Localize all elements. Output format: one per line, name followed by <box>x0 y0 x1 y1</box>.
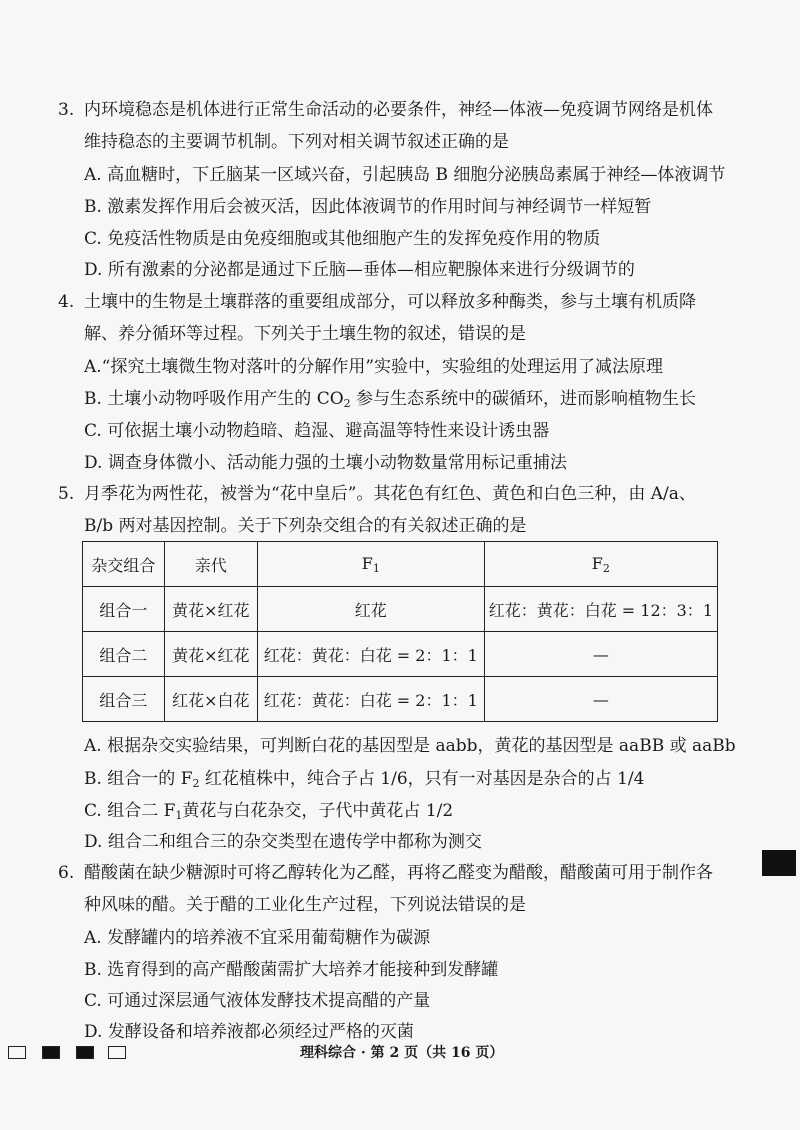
option-b: B. 激素发挥作用后会被灭活，因此体液调节的作用时间与神经调节一样短暂 <box>84 197 652 217</box>
question-stem: 维持稳态的主要调节机制。下列对相关调节叙述正确的是 <box>84 132 509 152</box>
header-combo: 杂交组合 <box>83 542 165 587</box>
option-b-text: B. 土壤小动物呼吸作用产生的 CO <box>84 389 344 409</box>
cell-f2: — <box>484 632 717 677</box>
question-stem: 土壤中的生物是土壤群落的重要组成部分，可以释放多种酶类，参与土壤有机质降 <box>84 292 696 312</box>
cell-f1: 红花 <box>257 587 484 632</box>
option-d: D. 组合二和组合三的杂交类型在遗传学中都称为测交 <box>84 832 482 852</box>
footer-marker-empty <box>8 1046 26 1059</box>
table-row <box>83 677 718 722</box>
footer-marker-filled <box>42 1046 60 1059</box>
question-stem: 解、养分循环等过程。下列关于土壤生物的叙述，错误的是 <box>84 324 526 344</box>
option-c: C. 可通过深层通气液体发酵技术提高醋的产量 <box>84 991 431 1011</box>
cell-parents: 黄花×红花 <box>164 632 257 677</box>
cell-f2: — <box>484 677 717 722</box>
question-stem: B/b 两对基因控制。关于下列杂交组合的有关叙述正确的是 <box>84 516 527 536</box>
option-b-text-cont: 红花植株中，纯合子占 1/6，只有一对基因是杂合的占 1/4 <box>199 769 645 789</box>
option-b <box>84 767 644 796</box>
option-b-text: B. 组合一的 F <box>84 769 193 789</box>
option-d: D. 调查身体微小、活动能力强的土壤小动物数量常用标记重捕法 <box>84 453 567 473</box>
cell-parents: 红花×白花 <box>164 677 257 722</box>
question-stem: 月季花为两性花，被誉为“花中皇后”。其花色有红色、黄色和白色三种，由 A/a、 <box>84 484 696 504</box>
option-c: C. 可依据土壤小动物趋暗、趋湿、避高温等特性来设计诱虫器 <box>84 421 550 441</box>
cell-combo: 组合二 <box>83 632 165 677</box>
header-f1 <box>257 542 484 587</box>
option-b: B. 选育得到的高产醋酸菌需扩大培养才能接种到发酵罐 <box>84 960 499 980</box>
question-stem: 内环境稳态是机体进行正常生命活动的必要条件，神经—体液—免疫调节网络是机体 <box>84 100 713 120</box>
subscript: 2 <box>343 397 351 410</box>
question-stem: 种风味的醋。关于醋的工业化生产过程，下列说法错误的是 <box>84 895 526 915</box>
option-a: A.“探究土壤微生物对落叶的分解作用”实验中，实验组的处理运用了减法原理 <box>84 357 664 377</box>
footer-marker-filled <box>76 1046 94 1059</box>
cell-f1: 红花：黄花：白花 = 2：1：1 <box>257 677 484 722</box>
option-b-text-cont: 参与生态系统中的碳循环，进而影响植物生长 <box>350 389 697 409</box>
cross-results-table <box>82 541 718 722</box>
footer-marker-empty <box>108 1046 126 1059</box>
side-marker <box>762 850 796 876</box>
option-a: A. 发酵罐内的培养液不宜采用葡萄糖作为碳源 <box>84 928 431 948</box>
option-c: C. 免疫活性物质是由免疫细胞或其他细胞产生的发挥免疫作用的物质 <box>84 229 601 249</box>
page-number: 理科综合 · 第 2 页（共 16 页） <box>300 1045 504 1061</box>
subscript: 1 <box>372 561 380 575</box>
subscript: 1 <box>175 809 183 822</box>
page-footer <box>0 1042 800 1066</box>
question-stem: 醋酸菌在缺少糖源时可将乙醇转化为乙醛，再将乙醛变为醋酸，醋酸菌可用于制作各 <box>84 863 713 883</box>
cell-combo: 组合三 <box>83 677 165 722</box>
option-c <box>84 799 453 828</box>
option-a: A. 高血糖时，下丘脑某一区域兴奋，引起胰岛 B 细胞分泌胰岛素属于神经—体液调节 <box>84 165 726 185</box>
option-c-text-cont: 黄花与白花杂交，子代中黄花占 1/2 <box>182 801 454 821</box>
cell-combo: 组合一 <box>83 587 165 632</box>
table-header-row <box>83 542 718 587</box>
question-number: 5. <box>58 484 75 504</box>
header-f2-main: F <box>591 553 603 573</box>
cell-f2: 红花：黄花：白花 = 12：3：1 <box>484 587 717 632</box>
header-f1-main: F <box>361 553 373 573</box>
question-number: 4. <box>58 292 75 312</box>
table-row <box>83 632 718 677</box>
question-number: 3. <box>58 100 75 120</box>
header-f2 <box>484 542 717 587</box>
cell-f1: 红花：黄花：白花 = 2：1：1 <box>257 632 484 677</box>
question-number: 6. <box>58 863 75 883</box>
cell-parents: 黄花×红花 <box>164 587 257 632</box>
option-c-text: C. 组合二 F <box>84 801 176 821</box>
option-d: D. 所有激素的分泌都是通过下丘脑—垂体—相应靶腺体来进行分级调节的 <box>84 260 635 280</box>
option-b <box>84 387 696 416</box>
table-row <box>83 587 718 632</box>
option-a: A. 根据杂交实验结果，可判断白花的基因型是 aabb，黄花的基因型是 aaBB 或 aaBb <box>84 736 736 756</box>
subscript: 2 <box>192 777 200 790</box>
subscript: 2 <box>602 561 610 575</box>
header-parents: 亲代 <box>164 542 257 587</box>
option-d: D. 发酵设备和培养液都必须经过严格的灭菌 <box>84 1022 414 1042</box>
